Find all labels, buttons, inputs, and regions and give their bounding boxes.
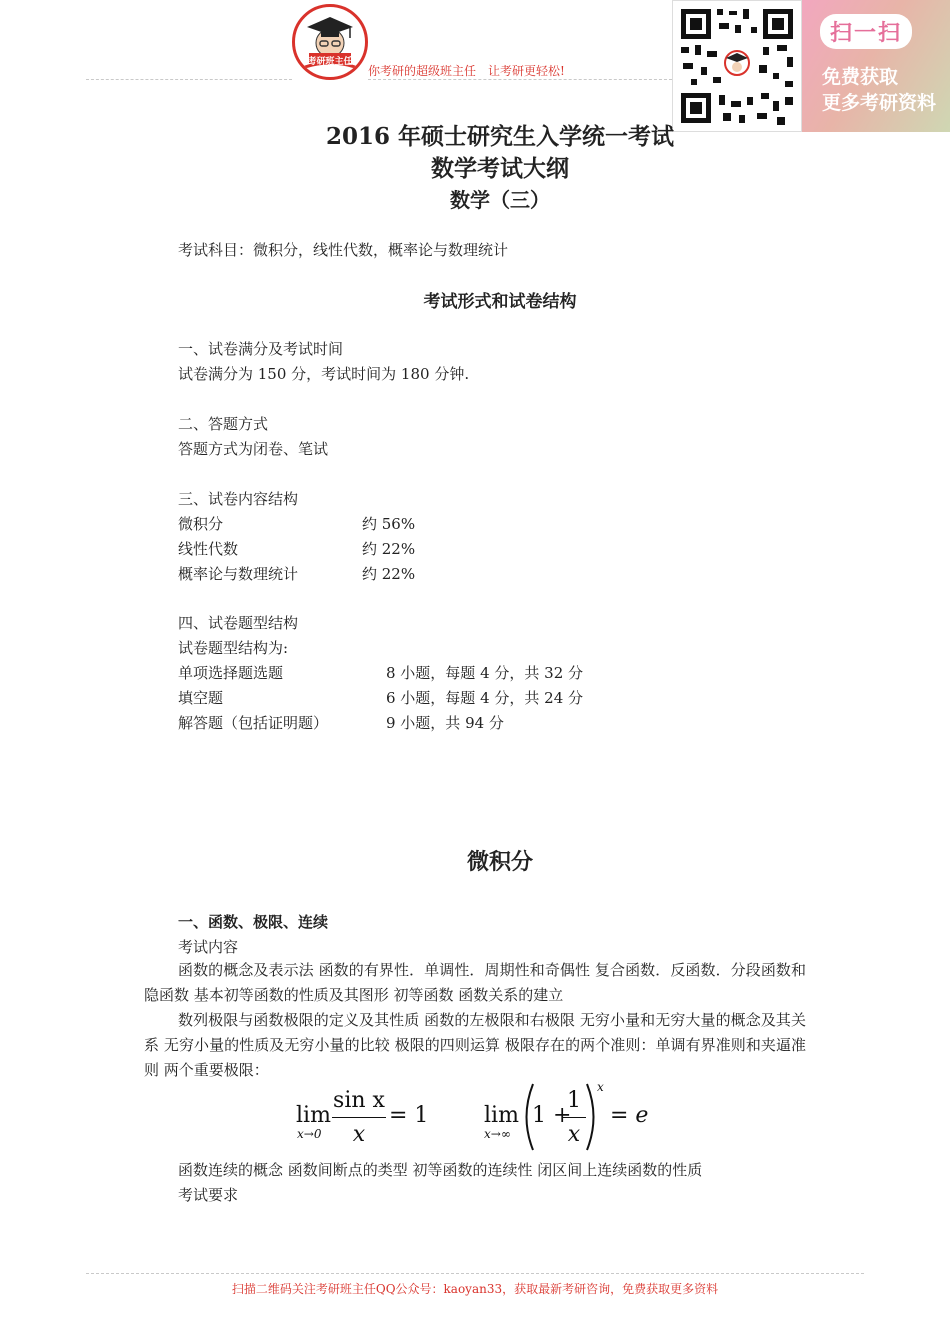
part4-row-value: 9 小题，共 94 分: [386, 714, 504, 732]
formula1-sub: x→0: [297, 1127, 322, 1141]
doc-title-syllabus: 数学考试大纲: [431, 155, 569, 182]
part2-heading: 二、答题方式: [178, 415, 269, 433]
footer-text: 扫描二维码关注考研班主任QQ公众号：kaoyan33，获取最新考研咨询，免费获取更多资料: [231, 1282, 719, 1296]
content-para-1: 函数的概念及表示法 函数的有界性．单调性．周期性和奇偶性 复合函数．反函数．分段函数和隐函数 基本初等函数的性质及其图形 初等函数 函数关系的建立: [144, 961, 806, 1004]
slogan: 你考研的超级班主任 让考研更轻松!: [368, 64, 565, 78]
part4-intro: 试卷题型结构为:: [178, 639, 289, 657]
exam-subjects: 考试科目：微积分，线性代数，概率论与数理统计: [178, 241, 509, 259]
logo: [292, 4, 368, 80]
content-label: 考试内容: [178, 938, 239, 956]
part2-text: 答题方式为闭卷、笔试: [178, 440, 329, 458]
part4-row-name: 单项选择题选题: [178, 664, 284, 682]
formula1-den: x: [352, 1122, 366, 1147]
part1-heading: 一、试卷满分及考试时间: [178, 340, 344, 358]
part4-row-value: 6 小题，每题 4 分，共 24 分: [386, 689, 584, 707]
section1-heading: 一、函数、极限、连续: [178, 913, 329, 931]
logo-text: 考研班主任: [307, 57, 353, 67]
part1-text: 试卷满分为 150 分，考试时间为 180 分钟.: [178, 365, 470, 383]
formula2-den: x: [567, 1122, 581, 1147]
formula2-lim: lim: [484, 1103, 519, 1128]
qr-code-icon: [673, 1, 801, 131]
formula2-num: 1: [567, 1088, 581, 1113]
qr-code[interactable]: [672, 0, 802, 132]
part3-row-name: 概率论与数理统计: [178, 565, 299, 583]
part3-row-name: 线性代数: [178, 540, 239, 558]
part4-row-value: 8 小题，每题 4 分，共 32 分: [386, 664, 584, 682]
promo-line-1: 免费获取: [822, 66, 899, 88]
requirements-label: 考试要求: [178, 1186, 239, 1204]
formula2-exp: x: [597, 1080, 604, 1094]
formula1-lim: lim: [296, 1103, 331, 1128]
part3-row-value: 约 56%: [362, 515, 416, 533]
part3-heading: 三、试卷内容结构: [178, 490, 299, 508]
part3-row-value: 约 22%: [362, 565, 416, 583]
content-para-3: 函数连续的概念 函数间断点的类型 初等函数的连续性 闭区间上连续函数的性质: [178, 1161, 703, 1179]
formula2-rhs: = e: [610, 1103, 649, 1128]
part4-heading: 四、试卷题型结构: [178, 614, 299, 632]
part3-row-name: 微积分: [178, 515, 224, 533]
part4-row-name: 解答题（包括证明题）: [178, 714, 329, 732]
footer-rule: [86, 1273, 864, 1274]
formula2-sub: x→∞: [484, 1127, 511, 1141]
doc-title-year: 2016 年硕士研究生入学统一考试: [325, 123, 675, 150]
formula2-fraction-bar: [562, 1117, 586, 1118]
formula1-rhs: = 1: [389, 1103, 429, 1128]
promo-scan-label: 扫一扫: [820, 14, 912, 49]
content-para-2: 数列极限与函数极限的定义及其性质 函数的左极限和右极限 无穷小量和无穷大量的概念及其关系 无穷小量的性质及无穷小量的比较 极限的四则运算 极限存在的两个准则：单调有界准则和夹逼准则 两个重要极限：: [144, 1011, 806, 1079]
format-heading: 考试形式和试卷结构: [423, 292, 577, 312]
calculus-title: 微积分: [466, 849, 533, 875]
part4-row-name: 填空题: [178, 689, 224, 707]
doc-title-math3: 数学（三）: [450, 188, 550, 212]
header-rule-right: [368, 79, 672, 80]
formula1-num: sin x: [333, 1088, 385, 1113]
formula2-one: 1 +: [532, 1103, 572, 1128]
promo-line-2: 更多考研资料: [822, 92, 937, 114]
promo-banner[interactable]: [802, 0, 950, 132]
header-rule-left: [86, 79, 292, 80]
formula1-fraction-bar: [332, 1117, 386, 1118]
part3-row-value: 约 22%: [362, 540, 416, 558]
